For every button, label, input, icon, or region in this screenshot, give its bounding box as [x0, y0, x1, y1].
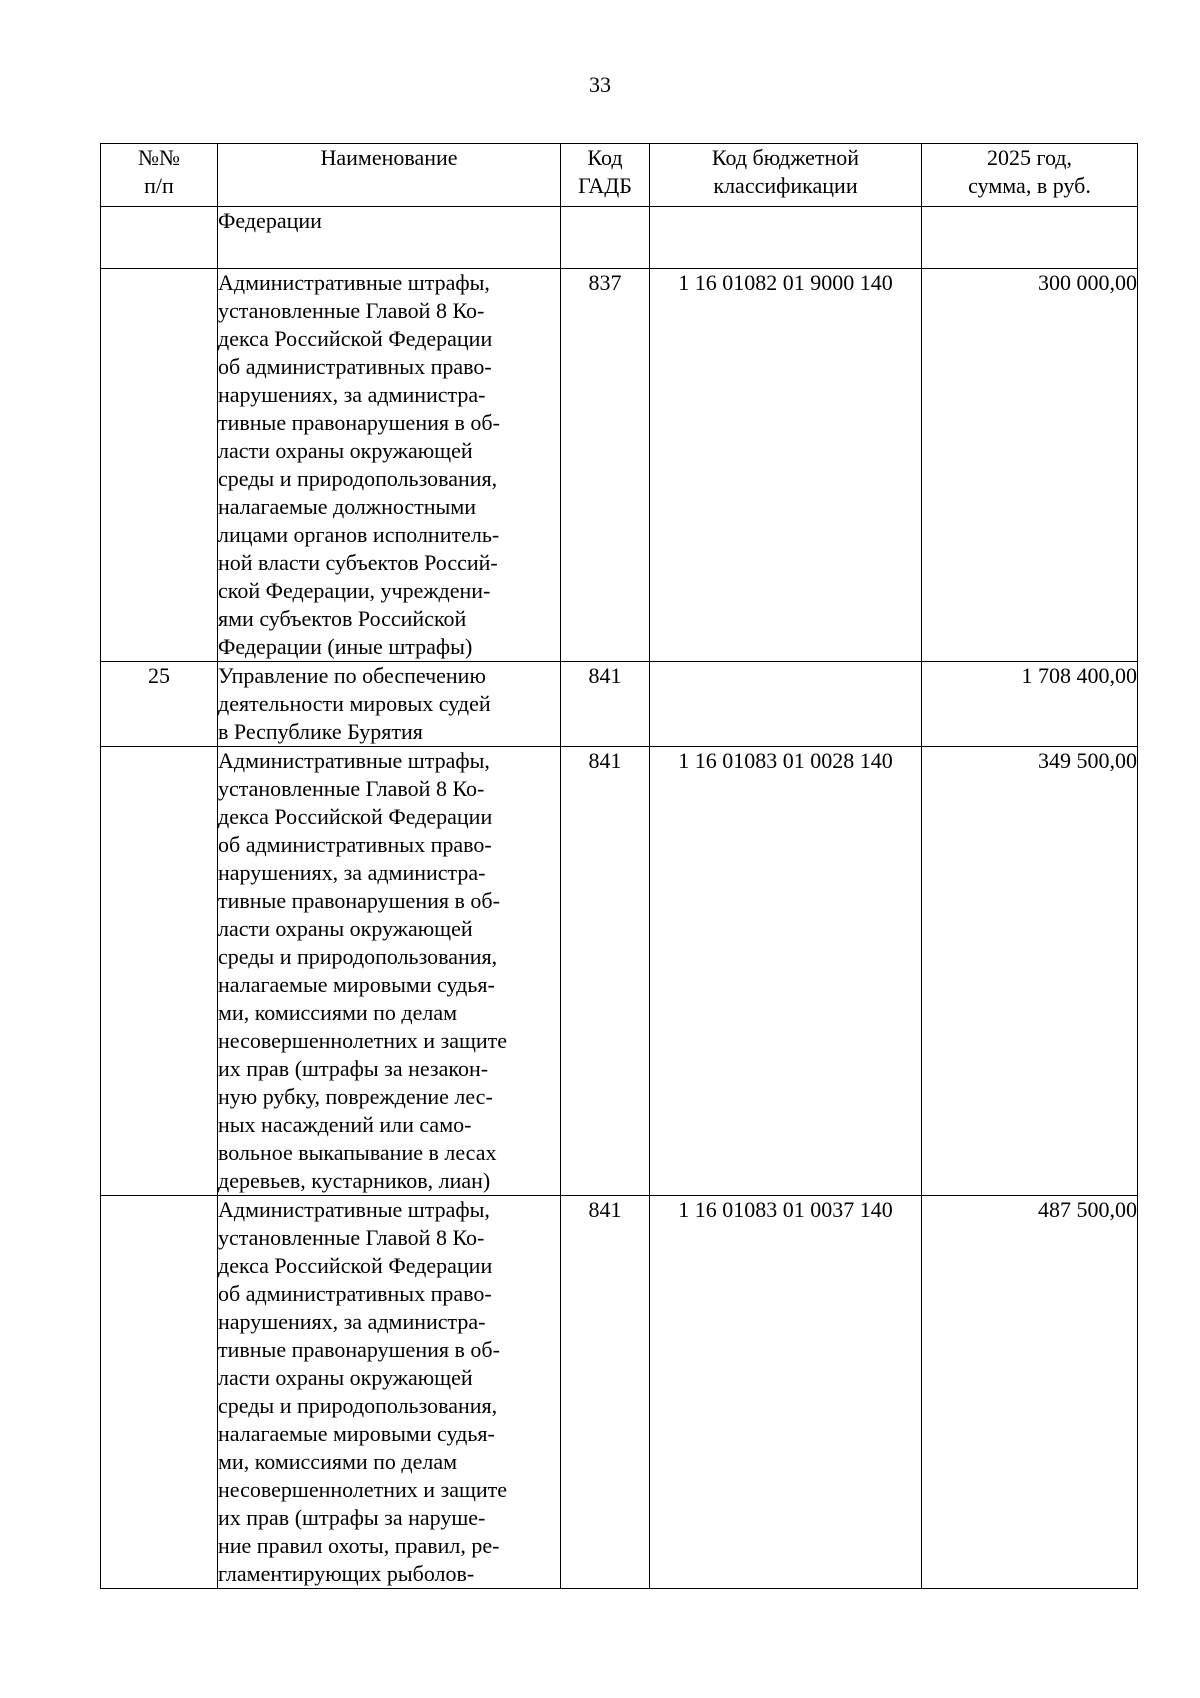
row-name-line: нарушениях, за администра- — [218, 860, 486, 885]
row-name-line: деревьев, кустарников, лиан) — [218, 1168, 491, 1193]
header-sum-line: сумма, в руб. — [968, 173, 1091, 198]
row-name-line: их прав (штрафы за наруше- — [218, 1505, 486, 1530]
header-num — [101, 144, 218, 207]
row-kbk — [650, 662, 922, 747]
row-name — [218, 662, 561, 747]
header-kbk-line: классификации — [713, 173, 858, 198]
row-name-line: декса Российской Федерации — [218, 804, 493, 829]
row-number — [101, 1196, 218, 1589]
row-name-line: ласти охраны окружающей — [218, 1365, 473, 1390]
table-row — [101, 662, 1138, 747]
header-gadb-line: Код — [587, 145, 623, 170]
row-name-line: среды и природопользования, — [218, 466, 498, 491]
row-name-line: установленные Главой 8 Ко- — [218, 1225, 485, 1250]
header-gadb-line: ГАДБ — [578, 173, 632, 198]
row-name — [218, 1196, 561, 1589]
row-name-line: об административных право- — [218, 354, 492, 379]
row-name-line: Административные штрафы, — [218, 748, 490, 773]
row-name-line: ных насаждений или само- — [218, 1112, 472, 1137]
row-name-line: несовершеннолетних и защите — [218, 1028, 508, 1053]
row-number — [101, 207, 218, 269]
row-name-line: ями субъектов Российской — [218, 606, 467, 631]
row-name — [218, 747, 561, 1196]
row-name-line: тивные правонарушения в об- — [218, 410, 500, 435]
row-name-line: ние правил охоты, правил, ре- — [218, 1533, 500, 1558]
row-number — [101, 269, 218, 662]
row-name — [218, 207, 561, 269]
row-number — [101, 747, 218, 1196]
row-name-line: ской Федерации, учреждени- — [218, 578, 491, 603]
row-name-line: нарушениях, за администра- — [218, 382, 486, 407]
row-name-line: Административные штрафы, — [218, 270, 490, 295]
row-name-line: ную рубку, повреждение лес- — [218, 1084, 493, 1109]
row-sum: 300 000,00 — [922, 269, 1138, 662]
row-name-line: их прав (штрафы за незакон- — [218, 1056, 489, 1081]
header-num-line: п/п — [144, 173, 174, 198]
row-kbk: 1 16 01083 01 0028 140 — [650, 747, 922, 1196]
row-name — [218, 269, 561, 662]
row-number: 25 — [101, 662, 218, 747]
budget-table — [100, 143, 1138, 1589]
row-sum: 1 708 400,00 — [922, 662, 1138, 747]
row-name-line: налагаемые должностными — [218, 494, 477, 519]
row-name-line: установленные Главой 8 Ко- — [218, 298, 485, 323]
row-sum: 349 500,00 — [922, 747, 1138, 1196]
page-number: 33 — [589, 72, 611, 97]
row-name-line: Федерации — [218, 208, 322, 233]
row-name-line: несовершеннолетних и защите — [218, 1477, 508, 1502]
header-sum-line: 2025 год, — [986, 145, 1073, 170]
row-name-line: налагаемые мировыми судья- — [218, 972, 495, 997]
row-gadb: 841 — [561, 662, 650, 747]
row-name-line: лицами органов исполнитель- — [218, 522, 500, 547]
row-name-line: об административных право- — [218, 1281, 492, 1306]
header-num-line: №№ — [138, 145, 180, 170]
row-name-line: вольное выкапывание в лесах — [218, 1140, 497, 1165]
header-name — [218, 144, 561, 207]
row-sum: 487 500,00 — [922, 1196, 1138, 1589]
row-name-line: декса Российской Федерации — [218, 326, 493, 351]
row-name-line: ласти охраны окружающей — [218, 916, 473, 941]
header-name-line: Наименование — [320, 145, 458, 170]
row-name-line: Федерации (иные штрафы) — [218, 634, 473, 659]
row-name-line: декса Российской Федерации — [218, 1253, 493, 1278]
row-name-line: Управление по обеспечению — [218, 663, 486, 688]
row-kbk — [650, 207, 922, 269]
row-name-line: ной власти субъектов Россий- — [218, 550, 498, 575]
row-name-line: ласти охраны окружающей — [218, 438, 473, 463]
table-row — [101, 747, 1138, 1196]
row-name-line: деятельности мировых судей — [218, 691, 491, 716]
row-name-line: нарушениях, за администра- — [218, 1309, 486, 1334]
row-name-line: гламентирующих рыболов- — [218, 1561, 475, 1586]
row-sum — [922, 207, 1138, 269]
header-kbk-line: Код бюджетной — [711, 145, 860, 170]
table-row — [101, 207, 1138, 269]
table-header-row — [101, 144, 1138, 207]
row-name-line: налагаемые мировыми судья- — [218, 1421, 495, 1446]
table-row — [101, 269, 1138, 662]
row-kbk: 1 16 01083 01 0037 140 — [650, 1196, 922, 1589]
row-name-line: среды и природопользования, — [218, 1393, 498, 1418]
row-name-line: в Республике Бурятия — [218, 719, 423, 744]
row-gadb: 837 — [561, 269, 650, 662]
row-gadb: 841 — [561, 1196, 650, 1589]
row-name-line: ми, комиссиями по делам — [218, 1449, 458, 1474]
header-gadb — [561, 144, 650, 207]
row-name-line: установленные Главой 8 Ко- — [218, 776, 485, 801]
row-name-line: ми, комиссиями по делам — [218, 1000, 458, 1025]
row-name-line: среды и природопользования, — [218, 944, 498, 969]
row-name-line: об административных право- — [218, 832, 492, 857]
table-row — [101, 1196, 1138, 1589]
row-name-line: Административные штрафы, — [218, 1197, 490, 1222]
row-gadb: 841 — [561, 747, 650, 1196]
row-name-line: тивные правонарушения в об- — [218, 888, 500, 913]
header-sum — [922, 144, 1138, 207]
row-name-line: тивные правонарушения в об- — [218, 1337, 500, 1362]
row-kbk: 1 16 01082 01 9000 140 — [650, 269, 922, 662]
header-kbk — [650, 144, 922, 207]
row-gadb — [561, 207, 650, 269]
